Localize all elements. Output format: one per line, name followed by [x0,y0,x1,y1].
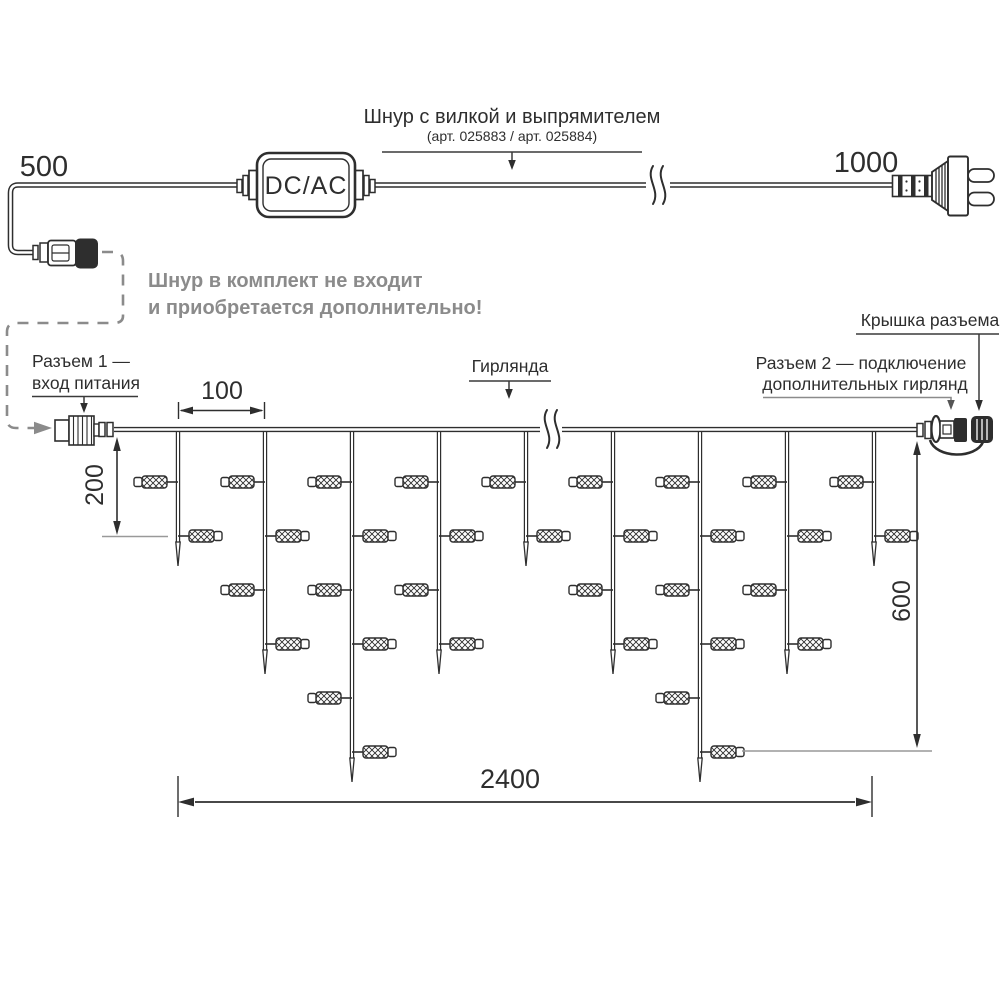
cord-connector-icon [33,239,98,269]
icicle-drop [656,430,744,782]
led-lamp [178,530,222,542]
garland-break-symbol [545,410,560,448]
icicle-drop [569,430,657,674]
led-lamp [352,638,396,650]
dim-2400 [178,764,872,817]
cord-spec-leader [382,152,642,170]
dim-100-label: 100 [201,377,243,405]
led-lamp [569,476,613,488]
dim-100 [179,377,265,419]
led-lamp [700,638,744,650]
led-lamp [221,584,265,596]
icicle-drop [134,430,222,566]
led-lamp [830,476,874,488]
led-lamp [395,584,439,596]
dashed-connection-path [7,252,123,428]
connector2-label [756,353,968,410]
led-lamp [613,638,657,650]
dim-1000-label: 1000 [833,147,899,179]
garland-section [32,310,1000,817]
led-lamp [308,692,352,704]
connector1-label [32,351,140,413]
dim-200-label: 200 [81,464,109,506]
connector2-line1: Разъем 2 — подключение [755,353,967,373]
led-lamp [308,476,352,488]
led-lamp [265,530,309,542]
icicle-drop [395,430,483,674]
cord-spec-sku: (арт. 025883 / арт. 025884) [426,128,598,144]
garland-label: Гирлянда [471,356,549,376]
led-lamp [656,476,700,488]
led-lamp [482,476,526,488]
dim-2400-label: 2400 [479,764,541,794]
note-line1: Шнур в комплект не входит [148,270,423,292]
power-plug-icon [893,157,995,216]
dim-500-label: 500 [19,151,69,183]
led-lamp [613,530,657,542]
led-lamp [743,476,787,488]
note-line2: и приобретается дополнительно! [148,297,483,319]
led-lamp [526,530,570,542]
connector-cap-icon [971,416,993,443]
converter-label: DC/AC [264,172,348,200]
connector2-icon [917,416,993,455]
connector2-line2: дополнительных гирлянд [762,374,968,394]
led-lamp [874,530,918,542]
led-lamp [395,476,439,488]
connector1-line1: Разъем 1 — [32,351,130,371]
led-lamp [656,584,700,596]
led-lamp [569,584,613,596]
icicle-drop [482,430,570,566]
connector-black-cap [75,239,98,269]
led-lamp [700,746,744,758]
led-lamp [439,530,483,542]
led-lamp [656,692,700,704]
dcac-converter-box [237,153,375,217]
drops-layer [134,430,918,782]
icicle-drop [221,430,309,674]
led-lamp [439,638,483,650]
dashed-path-arrowhead [34,422,52,434]
icicle-drop [830,430,918,566]
icicle-drop [308,430,396,782]
led-lamp [352,530,396,542]
cap-label: Крышка разъема [860,310,1000,330]
cord-spec-title: Шнур с вилкой и выпрямителем [363,106,661,128]
connector1-icon [55,416,113,445]
garland-label-group [469,356,551,399]
led-lamp [352,746,396,758]
led-lamp [787,530,831,542]
dim-600-label: 600 [888,580,916,622]
cord-break-symbol [651,166,666,204]
led-lamp [221,476,265,488]
led-lamp [265,638,309,650]
led-lamp [787,638,831,650]
connector1-line2: вход питания [32,373,140,393]
led-lamp [743,584,787,596]
led-lamp [134,476,178,488]
led-lamp [700,530,744,542]
icicle-drop [743,430,831,674]
led-lamp [308,584,352,596]
